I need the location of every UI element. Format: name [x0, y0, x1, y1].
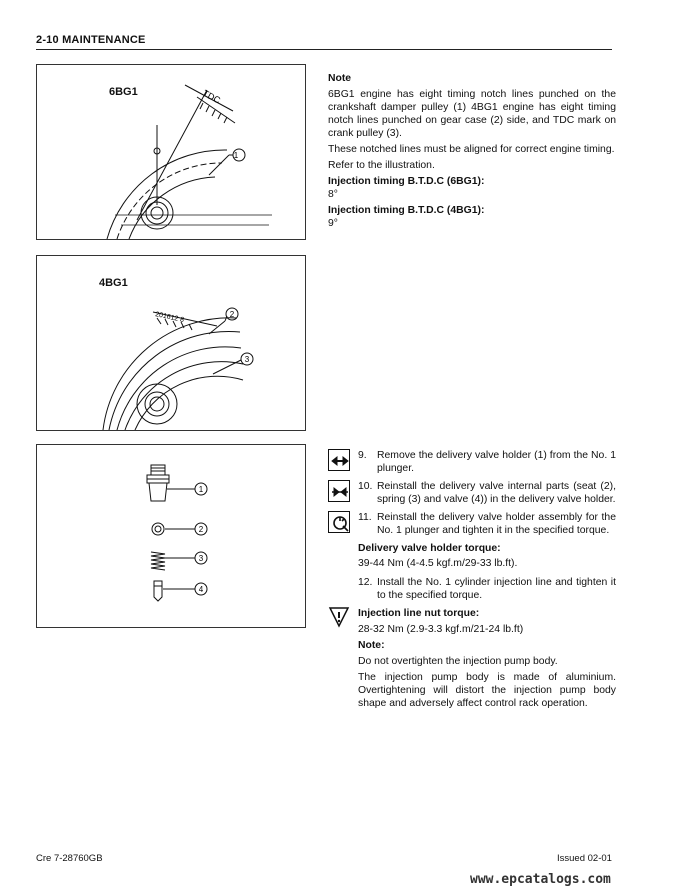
tdc-label: TDC: [201, 87, 223, 106]
timing-4bg1-label: Injection timing B.T.D.C (4BG1):: [328, 205, 485, 216]
step-11: [328, 511, 616, 538]
step-number: 9.: [358, 450, 367, 461]
note2-line-2: The injection pump body is made of aluminium. Overtightening will distort the injection pump body shape and adversely affect control rack operation.: [358, 672, 616, 709]
delivery-valve-torque-value: 39-44 Nm (4-4.5 kgf.m/29-33 lb.ft).: [358, 558, 518, 569]
timing-6bg1-label: Injection timing B.T.D.C (6BG1):: [328, 176, 485, 187]
warning-icon: [328, 606, 350, 628]
document-number: Cre 7-28760GB: [36, 853, 103, 864]
callout-3: 3: [244, 355, 250, 364]
timing-6bg1-value: 8°: [328, 189, 338, 200]
watermark: www.epcatalogs.com: [470, 872, 611, 887]
callout-1: 1: [198, 485, 204, 494]
timing-4bg1-value: 9°: [328, 218, 338, 229]
callout-2: 2: [229, 310, 235, 319]
figure-4bg1: [36, 255, 306, 431]
step-number: 12.: [358, 577, 373, 588]
timing-note: [328, 72, 616, 233]
injection-line-torque-value: 28-32 Nm (2.9-3.3 kgf.m/21-24 lb.ft): [358, 624, 524, 635]
step-9: [328, 449, 616, 476]
step-text: Reinstall the delivery valve internal parts (seat (2), spring (3) and valve (4)) in the delivery valve holder.: [377, 481, 616, 505]
callout-1: 1: [233, 151, 239, 160]
issued-date: Issued 02-01: [557, 853, 612, 864]
step-text: Remove the delivery valve holder (1) from the No. 1 plunger.: [377, 450, 616, 474]
callout-2: 2: [198, 525, 204, 534]
step-12: [328, 576, 616, 603]
step-text: Install the No. 1 cylinder injection line and tighten it to the specified torque.: [377, 577, 616, 601]
note-para-1: 6BG1 engine has eight timing notch lines punched on the crankshaft damper pulley (1) 4BG1 engine has eight timing notch lines punched on gear case (2) side, and TDC mark on crank pulley (3).: [328, 89, 616, 139]
wrench-icon: [328, 511, 350, 533]
figure-delivery-valve-parts: [36, 444, 306, 628]
section-header: 2-10 MAINTENANCE: [36, 34, 146, 46]
figure-6bg1: [36, 64, 306, 240]
figure-title-4bg1: 4BG1: [99, 277, 128, 289]
callout-4: 4: [198, 585, 204, 594]
delivery-valve-torque-label: Delivery valve holder torque:: [358, 543, 501, 554]
delivery-valve-exploded-drawing: [37, 445, 305, 627]
callout-3: 3: [198, 554, 204, 563]
note2-line-1: Do not overtighten the injection pump body.: [358, 656, 558, 667]
step-text: Reinstall the delivery valve holder assembly for the No. 1 plunger and tighten it in the specified torque.: [377, 512, 616, 536]
pulley-6bg1-drawing: [37, 65, 305, 239]
figure-title-6bg1: 6BG1: [109, 86, 138, 98]
note-para-2: These notched lines must be aligned for correct engine timing.: [328, 144, 615, 155]
note2-heading: Note:: [358, 640, 385, 651]
remove-arrows-icon: [328, 449, 350, 471]
note-heading: Note: [328, 73, 352, 84]
injection-line-torque-label: Injection line nut torque:: [358, 608, 480, 619]
header-rule: [36, 49, 612, 50]
injection-line-torque-label-row: [328, 607, 616, 620]
note-para-3: Refer to the illustration.: [328, 160, 435, 171]
procedure-steps: [328, 449, 616, 716]
step-number: 11.: [358, 512, 372, 523]
step-number: 10.: [358, 481, 373, 492]
scale-label: 201612 8: [154, 311, 185, 325]
install-arrows-icon: [328, 480, 350, 502]
pulley-4bg1-drawing: [37, 256, 305, 430]
step-10: [328, 480, 616, 507]
